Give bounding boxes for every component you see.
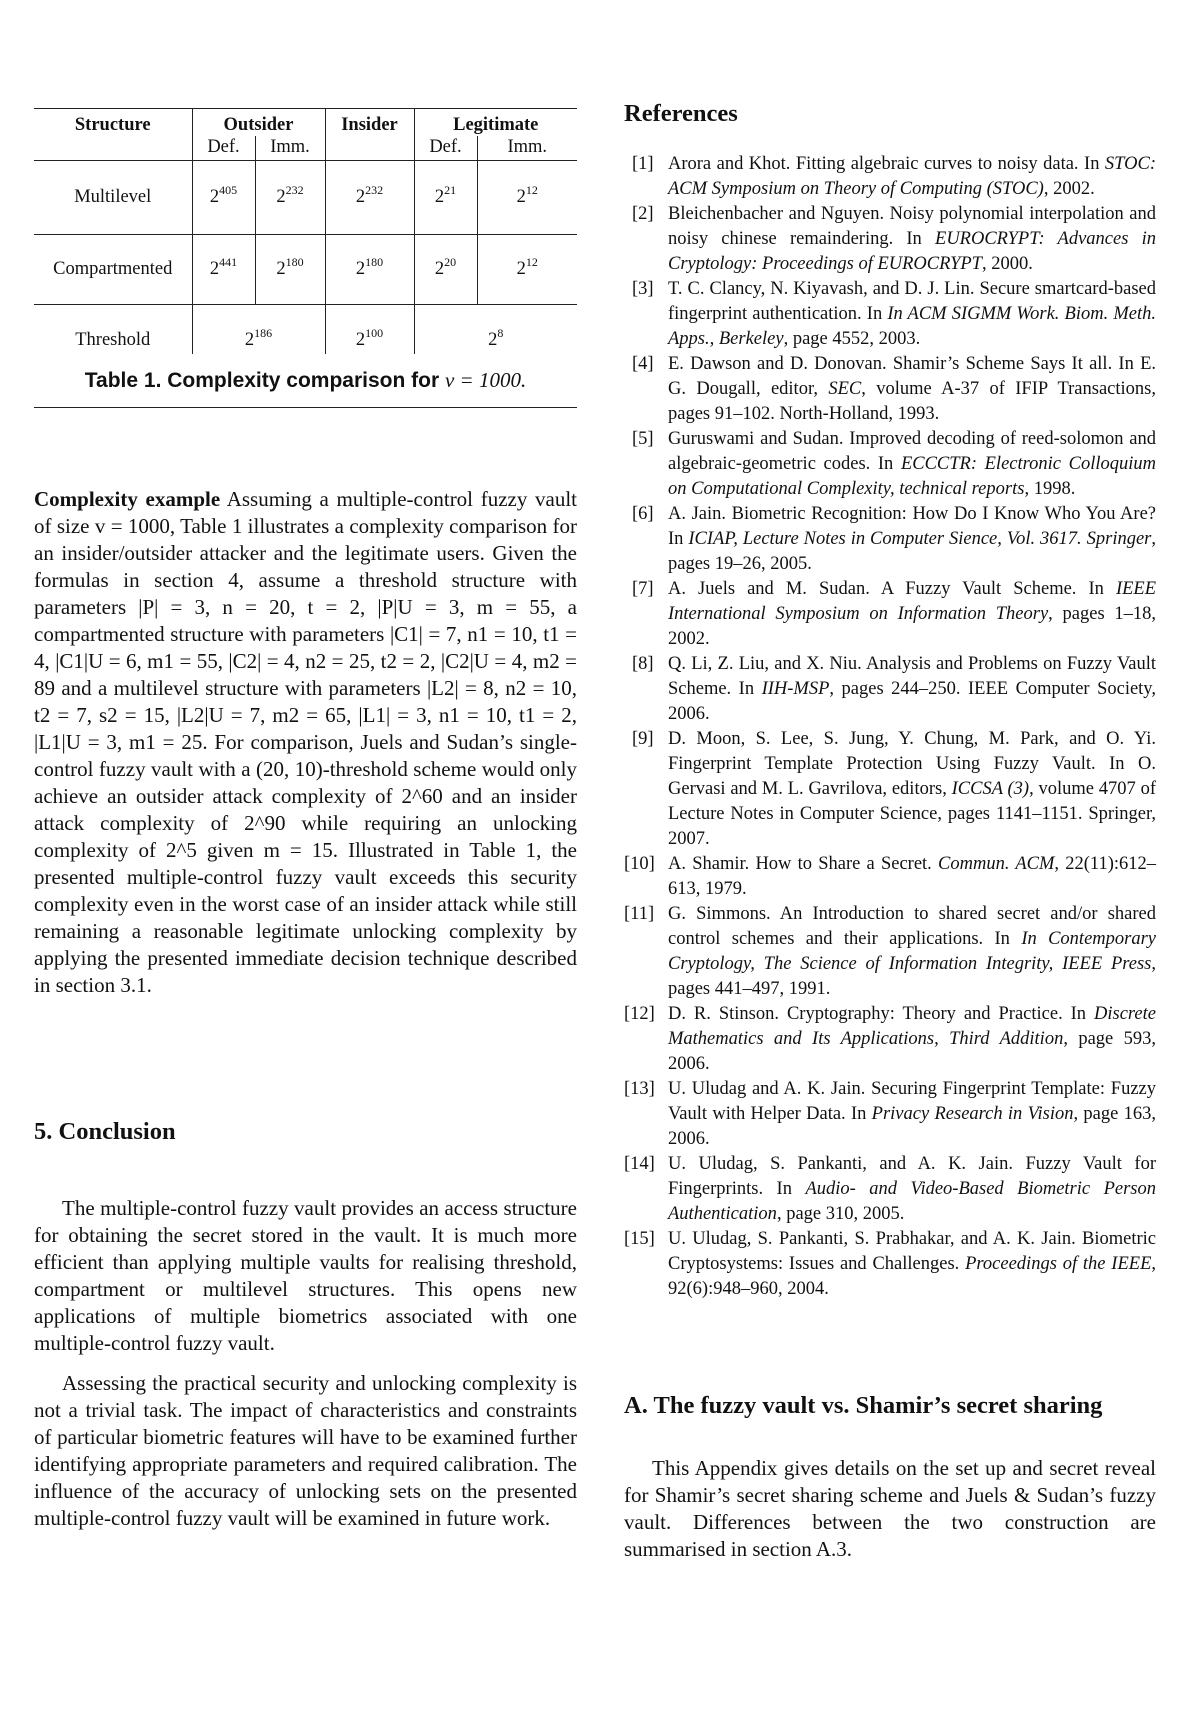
table-row-compartmented — [34, 234, 577, 304]
reference-number: [11] — [624, 904, 655, 924]
reference-details: , page 163, 2006. — [668, 1104, 1156, 1149]
reference-item — [624, 502, 1156, 577]
reference-item — [624, 277, 1156, 352]
reference-number: [10] — [624, 854, 655, 874]
reference-text: A. Jain. Biometric Recognition: How Do I Know Who You Are? In — [668, 504, 1156, 549]
appendix-heading: A. The fuzzy vault vs. Shamir’s secret sharing — [624, 1392, 1103, 1419]
header-structure: Structure — [74, 115, 151, 135]
cell-legitimate-def: $2^{21}$ — [414, 160, 477, 234]
reference-text: E. Dawson and D. Donovan. Shamir’s Scheme Says It all. In E. G. Dougall, editor, — [668, 354, 1156, 399]
reference-text: Guruswami and Sudan. Improved decoding of reed-solomon and algebraic-geometric codes. In — [668, 429, 1156, 474]
cell-legitimate: $2^8$ — [414, 304, 577, 354]
header-outsider: Outsider — [192, 109, 325, 136]
reference-venue: ICCSA (3) — [951, 779, 1030, 799]
cell-legitimate-imm: $2^{12}$ — [477, 160, 577, 234]
reference-details: , 92(6):948–960, 2004. — [668, 1254, 1156, 1299]
cell-legitimate-imm: $2^{12}$ — [477, 234, 577, 304]
cell-insider: $2^{232}$ — [325, 160, 414, 234]
cell-insider: $2^{180}$ — [325, 234, 414, 304]
reference-details: , page 310, 2005. — [776, 1204, 905, 1224]
reference-item — [624, 727, 1156, 852]
complexity-table-block — [34, 108, 577, 408]
reference-number: [3] — [632, 279, 654, 299]
reference-text: G. Simmons. An Introduction to shared secret and/or shared control schemes and their applications. In — [668, 904, 1156, 949]
reference-text: T. C. Clancy, N. Kiyavash, and D. J. Lin. Secure smartcard-based fingerprint authentication. In — [668, 279, 1156, 324]
conclusion-paragraph-2: Assessing the practical security and unlocking complexity is not a trivial task. The impact of characteristics and constraints of particular biometric features will have to be examined further identifying appropriate parameters and required calibration. The influence of the accuracy of unlocking sets on the presented multiple-control fuzzy vault will be examined in future work. — [34, 1371, 577, 1530]
reference-text: Q. Li, Z. Liu, and X. Niu. Analysis and Problems on Fuzzy Vault Scheme. In — [668, 654, 1156, 699]
reference-venue: Discrete Mathematics and Its Applications, Third Addition — [668, 1004, 1156, 1049]
table-row-threshold — [34, 304, 577, 354]
reference-venue: Proceedings of the IEEE — [965, 1254, 1152, 1274]
reference-text: D. R. Stinson. Cryptography: Theory and Practice. In — [668, 1004, 1094, 1024]
header-legitimate-def: Def. — [414, 136, 477, 160]
reference-list — [624, 152, 1156, 1302]
appendix-paragraph: This Appendix gives details on the set up and secret reveal for Shamir’s secret sharing scheme and Juels & Sudan’s fuzzy vault. Differences between the two construction are summarised in section A.3. — [624, 1456, 1156, 1561]
reference-venue: Privacy Research in Vision — [871, 1104, 1074, 1124]
reference-number: [14] — [624, 1154, 655, 1174]
complexity-table — [34, 109, 577, 354]
reference-details: , 1998. — [1024, 479, 1076, 499]
reference-item — [624, 427, 1156, 502]
reference-item — [624, 1227, 1156, 1302]
cell-insider: $2^{100}$ — [325, 304, 414, 354]
reference-details: , volume 4707 of Lecture Notes in Computer Science, pages 1141–1151. Springer, 2007. — [668, 779, 1156, 849]
reference-item — [624, 577, 1156, 652]
reference-venue: EUROCRYPT: Advances in Cryptology: Proceedings of EUROCRYPT — [668, 229, 1156, 274]
cell-outsider-imm: $2^{232}$ — [255, 160, 325, 234]
reference-item — [624, 1152, 1156, 1227]
reference-venue: IEEE International Symposium on Information Theory — [668, 579, 1156, 624]
conclusion-paragraph-1: The multiple-control fuzzy vault provides an access structure for obtaining the secret stored in the vault. It is much more efficient than applying multiple vaults for realising threshold, compartment or multilevel structures. This opens new applications of multiple biometrics associated with one multiple-control fuzzy vault. — [34, 1196, 577, 1355]
reference-number: [12] — [624, 1004, 655, 1024]
reference-item — [624, 202, 1156, 277]
reference-number: [2] — [632, 204, 654, 224]
reference-item — [624, 1077, 1156, 1152]
reference-venue: STOC: ACM Symposium on Theory of Computing (STOC) — [668, 154, 1156, 199]
reference-text: Arora and Khot. Fitting algebraic curves to noisy data. In — [668, 154, 1105, 174]
reference-number: [6] — [632, 504, 654, 524]
reference-text: U. Uludag, S. Pankanti, and A. K. Jain. Fuzzy Vault for Fingerprints. In — [668, 1154, 1156, 1199]
row-label: Multilevel — [34, 160, 192, 234]
reference-number: [7] — [632, 579, 654, 599]
reference-number: [1] — [632, 154, 654, 174]
reference-details: , pages 1–18, 2002. — [668, 604, 1157, 649]
reference-number: [8] — [632, 654, 654, 674]
reference-text: U. Uludag and A. K. Jain. Securing Fingerprint Template: Fuzzy Vault with Helper Data. In — [668, 1079, 1156, 1124]
reference-number: [4] — [632, 354, 654, 374]
reference-details: , volume A-37 of IFIP Transactions, pages 91–102. North-Holland, 1993. — [668, 379, 1156, 424]
section-heading-conclusion: 5. Conclusion — [34, 1118, 176, 1145]
cell-outsider-def: $2^{405}$ — [192, 160, 255, 234]
reference-details: , pages 19–26, 2005. — [668, 529, 1156, 574]
reference-text: Bleichenbacher and Nguyen. Noisy polynomial interpolation and noisy chinese remaindering. In — [668, 204, 1156, 249]
header-outsider-imm: Imm. — [255, 136, 325, 160]
row-label: Threshold — [34, 304, 192, 354]
reference-item — [624, 652, 1156, 727]
reference-text: A. Shamir. How to Share a Secret. — [668, 854, 939, 874]
cell-outsider-def: $2^{441}$ — [192, 234, 255, 304]
table-bottom-rule — [34, 407, 577, 408]
reference-details: , 2000. — [981, 254, 1033, 274]
reference-venue: Commun. ACM — [938, 854, 1055, 874]
reference-item — [624, 152, 1156, 202]
reference-venue: SEC — [828, 379, 862, 399]
table-caption: Table 1. Complexity comparison for v = 1000. — [84, 368, 527, 392]
paragraph-body: Assuming a multiple-control fuzzy vault of size v = 1000, Table 1 illustrates a complexity comparison for an insider/outsider attacker and the legitimate users. Given the formulas in section 4, assume a threshold structure with parameters |P| = 3, n = 20, t = 2, |P|U = 3, m = 55, a compartmented structure with parameters |C1| = 7, n1 = 10, t1 = 4, |C1|U = 6, m1 = 55, |C2| = 4, n2 = 25, t2 = 2, |C2|U = 4, m2 = 89 and a multilevel structure with parameters |L2| = 8, n2 = 10, t2 = 7, s2 = 15, |L2|U = 7, m2 = 65, |L1| = 3, n1 = 10, t1 = 2, |L1|U = 3, m1 = 25. For comparison, Juels and Sudan’s single-control fuzzy vault with a (20, 10)-threshold scheme would only achieve an outsider attack complexity of 2^60 and an insider attack complexity of 2^90 while requiring an unlocking complexity of 2^5 given m = 15. Illustrated in Table 1, the presented multiple-control fuzzy vault exceeds this security complexity even in the worst case of an insider attack while still remaining a reasonable legitimate unlocking complexity by applying the presented immediate decision technique described in section 3.1. — [34, 487, 577, 997]
reference-details: , page 4552, 2003. — [783, 329, 921, 349]
table-row-multilevel — [34, 160, 577, 234]
reference-details: , 2002. — [1043, 179, 1095, 199]
reference-item — [624, 1002, 1156, 1077]
reference-venue: IIH-MSP — [761, 679, 830, 699]
reference-venue: Audio- and Video-Based Biometric Person Authentication — [668, 1179, 1156, 1224]
reference-item — [624, 852, 1156, 902]
reference-number: [9] — [632, 729, 654, 749]
reference-details: , 22(11):612–613, 1979. — [668, 854, 1156, 899]
reference-venue: ECCCTR: Electronic Colloquium on Computational Complexity, technical reports — [668, 454, 1156, 499]
reference-text: D. Moon, S. Lee, S. Jung, Y. Chung, M. Park, and O. Yi. Fingerprint Template Protection Using Fuzzy Vault. In O. Gervasi and M. L. Gavrilova, editors, — [668, 729, 1156, 799]
reference-number: [5] — [632, 429, 654, 449]
complexity-example-paragraph — [34, 486, 577, 999]
references-heading: References — [624, 100, 738, 127]
cell-outsider-imm: $2^{180}$ — [255, 234, 325, 304]
reference-venue: In ACM SIGMM Work. Biom. Meth. Apps., Berkeley — [668, 304, 1156, 349]
reference-number: [15] — [624, 1229, 655, 1249]
reference-number: [13] — [624, 1079, 655, 1099]
cell-outsider: $2^{186}$ — [192, 304, 325, 354]
header-legitimate: Legitimate — [414, 109, 577, 136]
cell-legitimate-def: $2^{20}$ — [414, 234, 477, 304]
reference-venue: In Contemporary Cryptology, The Science of Information Integrity, IEEE Press — [668, 929, 1156, 974]
header-insider: Insider — [325, 109, 414, 160]
reference-item — [624, 902, 1156, 1002]
reference-venue: ICIAP, Lecture Notes in Computer Sience, Vol. 3617. Springer — [688, 529, 1152, 549]
reference-text: U. Uludag, S. Pankanti, S. Prabhakar, and A. K. Jain. Biometric Cryptosystems: Issues and Challenges. — [668, 1229, 1156, 1274]
header-legitimate-imm: Imm. — [477, 136, 577, 160]
reference-details: , pages 244–250. IEEE Computer Society, 2006. — [668, 679, 1156, 724]
paragraph-lead: Complexity example — [34, 487, 221, 511]
header-outsider-def: Def. — [192, 136, 255, 160]
reference-details: , pages 441–497, 1991. — [668, 954, 1156, 999]
row-label: Compartmented — [34, 234, 192, 304]
reference-text: A. Juels and M. Sudan. A Fuzzy Vault Scheme. In — [668, 579, 1116, 599]
reference-item — [624, 352, 1156, 427]
reference-details: , page 593, 2006. — [668, 1029, 1156, 1074]
